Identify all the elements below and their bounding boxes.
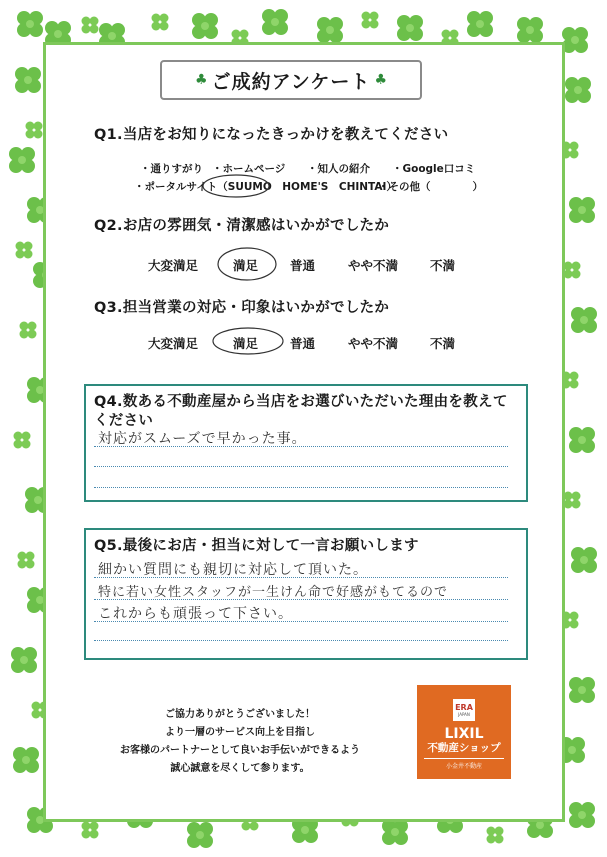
q4-handwritten-answer[interactable]: 対応がスムーズで早かった事。 [98, 431, 307, 447]
q2-question: Q2.お店の雰囲気・清潔感はいかがでしたか [94, 218, 390, 234]
q5-handwritten-answer-line2[interactable]: 特に若い女性スタッフが一生けん命で好感がもてるので [98, 585, 449, 600]
q1-option[interactable]: ・その他（ ） [378, 181, 483, 193]
logo-divider [424, 758, 504, 759]
answer-line [94, 466, 508, 467]
q4-question: Q4.数ある不動産屋から当店をお選びいただいた理由を教えて [94, 394, 508, 410]
q5-question: Q5.最後にお店・担当に対して一言お願いします [94, 538, 419, 554]
title-banner [160, 60, 422, 100]
clover-ornament-icon: ♣ [195, 72, 208, 88]
answer-line [94, 487, 508, 488]
q3-option[interactable]: 大変満足 [148, 336, 199, 351]
answer-line [94, 446, 508, 447]
answer-line [94, 640, 508, 641]
q3-option[interactable]: 不満 [430, 336, 456, 351]
lixil-shop-logo [417, 685, 511, 779]
q1-question: Q1.当店をお知りになったきっかけを教えてください [94, 127, 449, 143]
q5-handwritten-answer-line3[interactable]: これからも頑張って下さい。 [98, 606, 293, 622]
closing-line: 誠心誠意を尽くして参ります。 [170, 763, 310, 774]
q3-selection-circle [210, 324, 286, 358]
logo-store-name: 小金井不動産 [445, 763, 482, 770]
q3-option-selected[interactable]: 満足 [233, 336, 259, 351]
q2-option[interactable]: やや不満 [348, 258, 399, 273]
answer-line [94, 621, 508, 622]
closing-line: より一層のサービス向上を目指し [165, 727, 315, 738]
q1-option[interactable]: ・通りすがり [140, 163, 203, 175]
logo-brand: LIXIL [444, 726, 484, 742]
era-logo-icon: ERA JAPAN [453, 699, 475, 721]
q3-option[interactable]: 普通 [290, 336, 316, 351]
page-title: ご成約アンケート [211, 70, 371, 93]
q3-option[interactable]: やや不満 [348, 336, 399, 351]
q3-question: Q3.担当営業の対応・印象はいかがでしたか [94, 300, 390, 316]
clover-ornament-icon: ♣ [374, 72, 387, 88]
q2-option[interactable]: 普通 [290, 258, 316, 273]
closing-line: ご協力ありがとうございました！ [165, 709, 315, 720]
logo-shop: 不動産ショップ [427, 742, 501, 754]
q1-selection-circle [200, 172, 272, 200]
q1-option[interactable]: ・Google口コミ [392, 163, 476, 175]
q5-handwritten-answer-line1[interactable]: 細かい質問にも親切に対応して頂いた。 [98, 562, 368, 578]
q2-option[interactable]: 大変満足 [148, 258, 199, 273]
q1-option[interactable]: ・ポータルサイト（SUUMO HOME'S CHINTAI） [134, 181, 397, 193]
q2-selection-circle [215, 244, 279, 284]
closing-line: お客様のパートナーとして良いお手伝いができるよう [120, 745, 360, 756]
q1-option[interactable]: ・知人の紹介 [307, 163, 370, 175]
q2-option-selected[interactable]: 満足 [233, 258, 259, 273]
q1-option[interactable]: ・ホームページ [212, 163, 286, 175]
q2-option[interactable]: 不満 [430, 258, 456, 273]
answer-line [94, 577, 508, 578]
closing-message [90, 706, 390, 778]
answer-line [94, 599, 508, 600]
q4-question-cont: ください [94, 413, 154, 429]
